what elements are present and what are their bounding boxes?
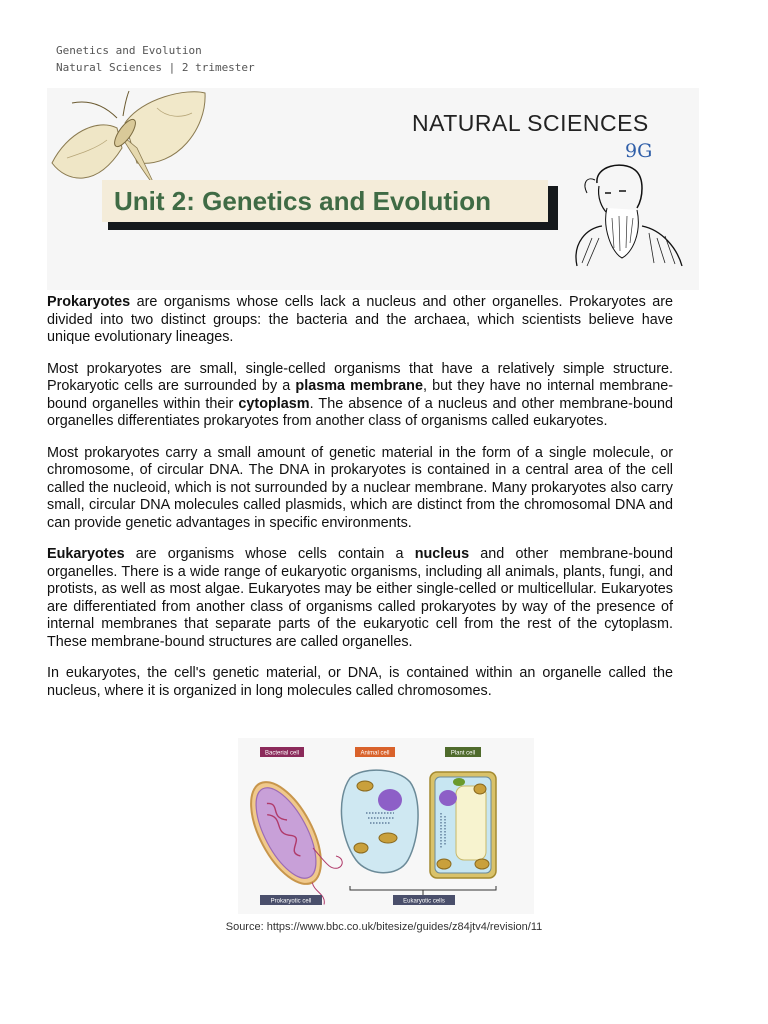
term-nucleus: nucleus	[414, 546, 470, 562]
text-span: In eukaryotes, the cell's genetic material, or DNA, is contained within an organelle called the nucleus, where it is organized in long molecules called chromosomes.	[47, 665, 673, 699]
text-span: , but they have no internal membrane-bound organelles within their	[47, 378, 673, 412]
animal-label: Animal cell	[360, 750, 390, 757]
paragraph-eukaryote-dna	[47, 665, 673, 700]
header-topic: Genetics and Evolution	[56, 44, 202, 57]
document-header	[56, 42, 255, 76]
plant-mitochondrion	[475, 859, 489, 869]
title-banner	[47, 88, 699, 290]
grade-label: 9G	[625, 140, 653, 162]
cell-comparison-diagram	[238, 738, 534, 914]
animal-mitochondrion	[357, 781, 373, 791]
paragraph-prokaryote-structure	[47, 361, 673, 431]
text-span: . The absence of a nucleus and other membrane-bound organelles differentiates prokaryotes from another class of organisms called eukaryotes.	[47, 395, 673, 429]
unit-title: Unit 2: Genetics and Evolution	[102, 180, 548, 222]
plant-vacuole	[456, 786, 486, 860]
text-span: are organisms whose cells lack a nucleus and other organelles. Prokaryotes are divided into two distinct groups: the bacteria and the archaea, which scientists believe have unique evolutionary lineages.	[47, 294, 673, 345]
plant-mitochondrion	[437, 859, 451, 869]
text-span: Most prokaryotes carry a small amount of genetic material in the form of a single molecule, or chromosome, of circular DNA. The DNA in prokaryotes is contained in a central area of the cell called the nucleoid, which is not surrounded by a nuclear membrane. Many prokaryotes also carry small, circular DNA molecules called plasmids, which are distinct from the chromosomal DNA and can provide genetic advantages in specific environments.	[47, 444, 673, 531]
plant-chloroplast	[453, 778, 465, 786]
plant-nucleus	[439, 790, 457, 806]
eukaryotic-label: Eukaryotic cells	[403, 898, 445, 905]
paragraph-prokaryotes	[47, 294, 673, 347]
text-span: are organisms whose cells contain a	[124, 546, 415, 562]
animal-nucleus	[378, 789, 402, 811]
prokaryotic-label: Prokaryotic cell	[270, 898, 312, 905]
paragraph-prokaryote-dna	[47, 445, 673, 533]
text-span: and other membrane-bound organelles. There is a wide range of eukaryotic organisms, including all animals, plants, fungi, and protists, as well as most algae. Eukaryotes may be either single-celled or multicellular. Eukaryotes are differentiated from another class of organisms called prokaryotes by way of the presence of internal membranes that separate parts of the eukaryotic cell from the rest of the cytoplasm. These membrane-bound structures are called organelles.	[47, 546, 674, 650]
header-course: Natural Sciences | 2 trimester	[56, 61, 255, 74]
darwin-portrait	[557, 158, 692, 268]
animal-mitochondrion	[379, 833, 397, 843]
main-text	[47, 294, 673, 714]
term-cytoplasm: cytoplasm	[238, 395, 310, 412]
plant-label: Plant cell	[450, 750, 476, 757]
subject-title: NATURAL SCIENCES	[412, 110, 649, 136]
text-span: Most prokaryotes are small, single-celled organisms that have a relatively simple structure. Prokaryotic cells are surrounded by a	[47, 360, 673, 394]
term-plasma-membrane: plasma membrane	[295, 378, 423, 394]
term-prokaryotes: Prokaryotes	[47, 294, 131, 310]
bacterial-label: Bacterial cell	[264, 750, 300, 757]
animal-mitochondrion	[354, 843, 368, 853]
plant-mitochondrion	[474, 784, 486, 794]
figure-source: Source: https://www.bbc.co.uk/bitesize/guides/z84jtv4/revision/11	[225, 921, 543, 933]
term-eukaryotes: Eukaryotes	[47, 546, 125, 562]
paragraph-eukaryotes	[47, 546, 673, 651]
